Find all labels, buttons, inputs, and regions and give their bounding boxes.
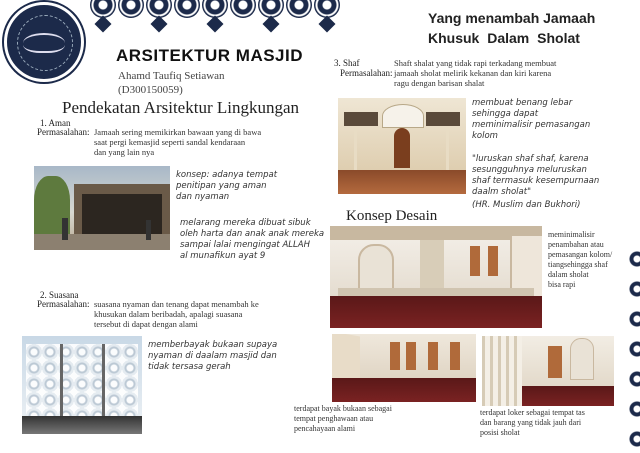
section3-heading: 3. Shaf — [334, 58, 360, 68]
caption-lockers: terdapat loker sebagai tempat tas dan barang yang tidak jauh dari posisi sholat — [480, 408, 585, 437]
section2-concept: memberbayak bukaan supaya nyaman di daalam masjid dan tidak tersasa gerah — [148, 340, 278, 372]
page-title: ARSITEKTUR MASJID — [116, 46, 304, 65]
calligraphy-medallion — [4, 2, 84, 82]
author-name: Ahamd Taufiq Setiawan — [118, 70, 225, 82]
headline-line2: Khusuk Dalam Sholat — [428, 30, 580, 46]
section3-problem: Shaft shalat yang tidak rapi terkadang membuat jamaah sholat melirik kekanan dan kiri karena ragu dengan barisan shalat — [394, 58, 557, 88]
section1-problem: Jamaah sering memikirkan bawaan yang di bawa saat pergi kemasjid seperti sandal kendaraan dan yang lain nya — [94, 127, 262, 157]
headline-line1: Yang menambah Jamaah — [428, 10, 596, 26]
concept-design-title: Konsep Desain — [346, 208, 438, 224]
section1-note: melarang mereka dibuat sibuk oleh harta dan anak anak mereka sampai lalai mengingat ALLAH al munafikun ayat 9 — [180, 218, 325, 261]
render-prayer-hall — [330, 226, 542, 328]
hadith-source: (HR. Muslim dan Bukhori) — [472, 200, 581, 210]
concept-note-right: meminimalisir penambahan atau pemasangan kolom/ tiangsehingga shaf dalam sholat bisa rapi — [548, 230, 613, 289]
section1-label: Permasalahan: — [37, 127, 90, 137]
subtitle: Pendekatan Arsitektur Lingkungan — [62, 98, 300, 117]
photo-mosque-interior — [338, 98, 466, 194]
section3-label: Permasalahan: — [340, 68, 393, 78]
section1-concept: konsep: adanya tempat penitipan yang aman dan nyaman — [176, 170, 278, 202]
section1-heading: 1. Aman — [40, 118, 71, 128]
section2-heading: 2. Suasana — [40, 290, 79, 300]
student-id: (D300150059) — [118, 84, 183, 96]
section2-problem: suasana nyaman dan tenang dapat menambah ke khusukan dalam beribadah, apalagi suasana tersebut di dapat dengan alami — [94, 299, 259, 329]
section2-label: Permasalahan: — [37, 299, 90, 309]
photo-lattice-openings — [22, 336, 142, 434]
caption-openings: terdapat bayak bukaan sebagai tempat penghawaan atau pencahayaan alami — [294, 404, 392, 433]
section3-hadith: "luruskan shaf shaf, karena sesungguhnya meluruskan shaf termasuk kesempurnaan daalm sholat" — [472, 154, 600, 197]
render-lockers — [482, 336, 614, 406]
render-openings — [332, 334, 476, 402]
section3-solution: membuat benang lebar sehingga dapat meminimalisir pemasangan kolom — [472, 98, 591, 141]
photo-entrance — [34, 166, 170, 250]
